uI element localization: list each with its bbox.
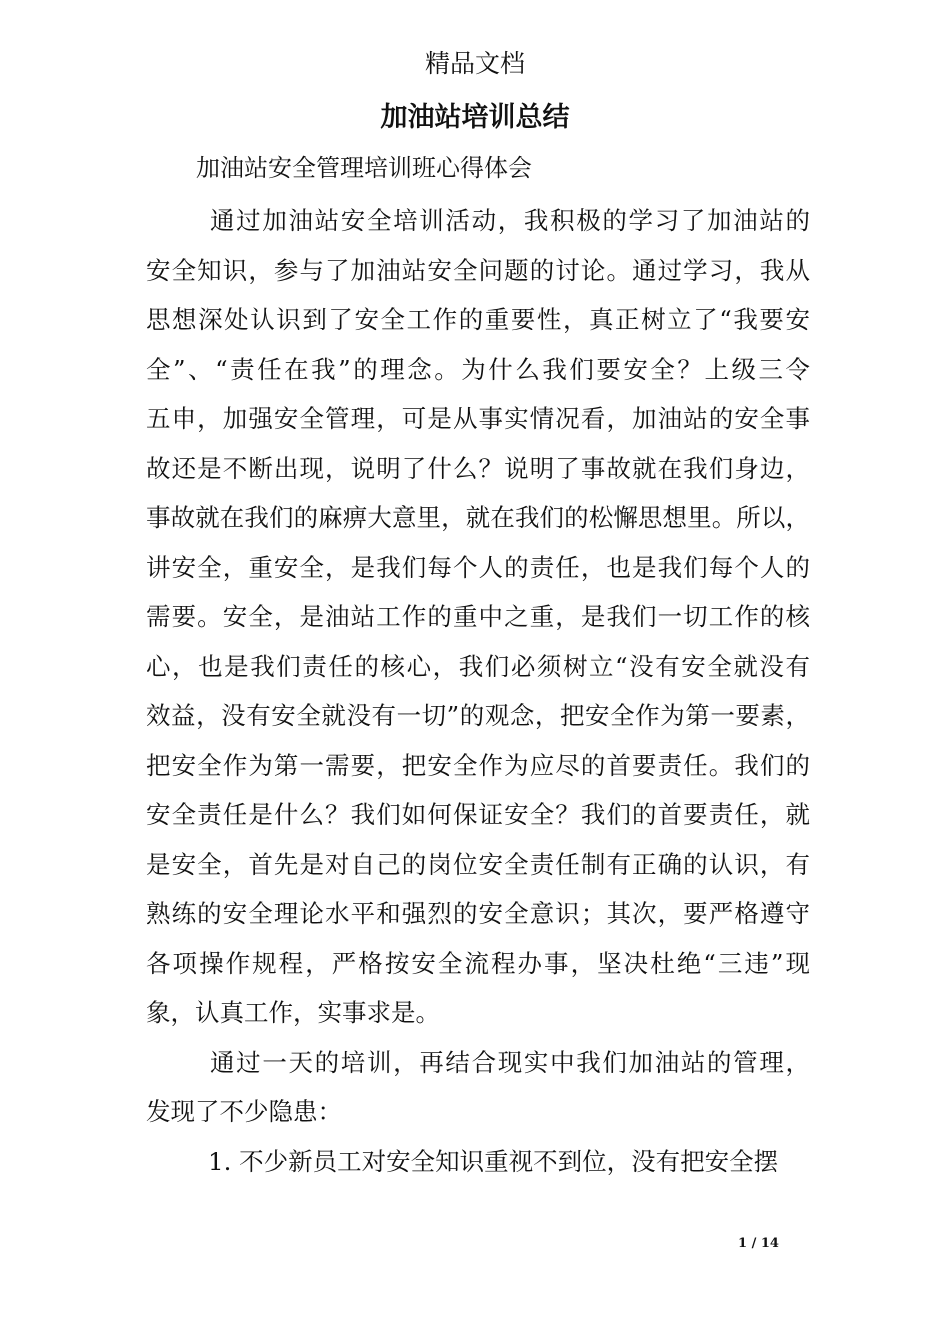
paragraph-line: 发现了不少隐患： <box>146 1097 342 1126</box>
paragraph-line: 象，认真工作，实事求是。 <box>146 998 440 1027</box>
paragraph-line: 讲安全，重安全，是我们每个人的责任，也是我们每个人的 <box>146 552 810 582</box>
paragraph-line: 通过一天的培训，再结合现实中我们加油站的管理， <box>210 1047 810 1077</box>
paragraph-line: 安全知识，参与了加油站安全问题的讨论。通过学习，我从 <box>146 255 810 285</box>
paragraph-line: 思想深处认识到了安全工作的重要性，真正树立了“我要安 <box>146 305 810 334</box>
page-header: 精品文档 <box>424 49 525 78</box>
paragraph-line: 把安全作为第一需要，把安全作为应尽的首要责任。我们的 <box>146 750 810 780</box>
paragraph-line: 各项操作规程，严格按安全流程办事，坚决杜绝“三违”现 <box>146 948 810 978</box>
list-item-line: 1. 不少新员工对安全知识重视不到位，没有把安全摆 <box>208 1146 779 1176</box>
document-subtitle: 加油站安全管理培训班心得体会 <box>196 154 532 182</box>
paragraph-line: 安全责任是什么？我们如何保证安全？我们的首要责任，就 <box>146 800 810 829</box>
paragraph-line: 事故就在我们的麻痹大意里，就在我们的松懈思想里。所以， <box>146 503 810 532</box>
paragraph-line: 通过加油站安全培训活动，我积极的学习了加油站的 <box>210 206 810 235</box>
paragraph-line: 需要。安全，是油站工作的重中之重，是我们一切工作的核 <box>146 602 810 631</box>
paragraph-line: 全”、“责任在我”的理念。为什么我们要安全？上级三令 <box>146 354 810 384</box>
paragraph-line: 熟练的安全理论水平和强烈的安全意识；其次，要严格遵守 <box>146 899 810 928</box>
paragraph-line: 故还是不断出现，说明了什么？说明了事故就在我们身边， <box>146 453 810 483</box>
document-title: 加油站培训总结 <box>380 102 570 133</box>
page-number: 1 / 14 <box>738 1236 779 1251</box>
paragraph-line: 效益，没有安全就没有一切”的观念，把安全作为第一要素， <box>146 701 810 730</box>
document-body <box>146 196 810 1186</box>
paragraph-line: 心，也是我们责任的核心，我们必须树立“没有安全就没有 <box>146 651 810 681</box>
paragraph-line: 五申，加强安全管理，可是从事实情况看，加油站的安全事 <box>146 404 810 433</box>
paragraph-line: 是安全，首先是对自己的岗位安全责任制有正确的认识，有 <box>146 849 810 879</box>
